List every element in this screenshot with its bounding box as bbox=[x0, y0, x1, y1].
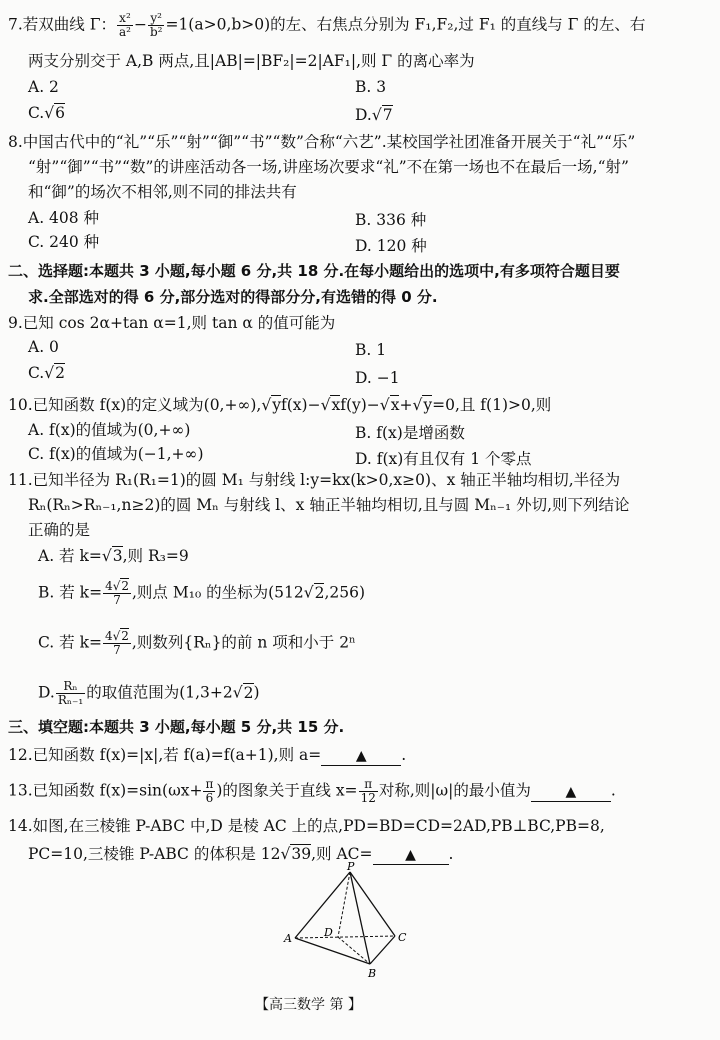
frac-pi-6: $\frac{\pi}{6}$ bbox=[205, 777, 214, 805]
q13-stem: 13.已知函数 f(x)=sin(ωx+ $\frac{\pi}{6}$ )的图象关于直线 x= $\frac{\pi}{12}$ 对称,则|ω|的最小值为 ▲ . bbox=[8, 777, 616, 805]
q10-option-d: D. f(x)有且仅有 1 个零点 bbox=[355, 450, 532, 468]
label-c: C bbox=[398, 931, 407, 944]
page-footer: 【高三数学 第 】 bbox=[255, 997, 362, 1013]
q8-line3: 和“御”的场次不相邻,则不同的排法共有 bbox=[28, 183, 297, 201]
q8-line1: 8.中国古代中的“礼”“乐”“射”“御”“书”“数”合称“六艺”.某校国学社团准备开展关于“礼”“乐” bbox=[8, 133, 636, 151]
q8-option-a: A. 408 种 bbox=[28, 209, 100, 227]
q9-option-d: D. −1 bbox=[355, 369, 400, 387]
q7-option-c: C.√6 bbox=[28, 104, 65, 122]
q14-line2: PC=10,三棱锥 P-ABC 的体积是 12√39,则 AC= ▲ . bbox=[28, 845, 454, 863]
q10-option-b: B. f(x)是增函数 bbox=[355, 424, 465, 442]
label-d: D bbox=[324, 926, 333, 939]
frac-y2-b2: $\frac{\text{y²}}{\text{b²}}$ bbox=[149, 11, 163, 39]
label-p: P bbox=[347, 862, 355, 873]
q9-stem: 9.已知 cos 2α+tan α=1,则 tan α 的值可能为 bbox=[8, 314, 336, 332]
q11-option-d: D. $\frac{\text{Rₙ}}{\text{Rₙ₋₁}}$ 的取值范围为(1,3+2√2) bbox=[38, 679, 260, 707]
frac-x2-a2: $\frac{\text{x²}}{\text{a²}}$ bbox=[118, 11, 131, 39]
q7-line1: 7.若双曲线 Γ： $\frac{\text{x²}}{\text{a²}}$ − $\frac{\text{y²}}{\text{b²}}$ =1(a>0,b>0)的左、右焦点分别为 F₁,F₂,过 F₁ 的直线与 Γ 的左、右 bbox=[8, 11, 646, 39]
section2-heading: 二、选择题:本题共 3 小题,每小题 6 分,共 18 分.在每小题给出的选项中,有多项符合题目要 bbox=[8, 262, 620, 280]
q9-option-a: A. 0 bbox=[28, 338, 59, 356]
q8-option-c: C. 240 种 bbox=[28, 233, 100, 251]
q11-option-b: B. 若 k= $\frac{4√2}{7}$ ,则点 M₁₀ 的坐标为(512√2,256) bbox=[38, 579, 366, 607]
label-a: A bbox=[284, 932, 292, 945]
q7-option-b: B. 3 bbox=[355, 78, 387, 96]
edge-ac-hidden bbox=[295, 936, 395, 938]
q14-line1: 14.如图,在三棱锥 P-ABC 中,D 是棱 AC 上的点,PD=BD=CD=2AD,PB⊥BC,PB=8, bbox=[8, 817, 605, 835]
q7-option-a: A. 2 bbox=[28, 78, 59, 96]
edge-pd-hidden bbox=[338, 872, 350, 937]
frac-rn-rn1: $\frac{\text{Rₙ}}{\text{Rₙ₋₁}}$ bbox=[57, 679, 84, 707]
q8-option-d: D. 120 种 bbox=[355, 237, 427, 255]
q11-line1: 11.已知半径为 R₁(R₁=1)的圆 M₁ 与射线 l:y=kx(k>0,x≥0)、x 轴正半轴均相切,半径为 bbox=[8, 471, 621, 489]
q11-line2: Rₙ(Rₙ>Rₙ₋₁,n≥2)的圆 Mₙ 与射线 l、x 轴正半轴均相切,且与圆 Mₙ₋₁ 外切,则下列结论 bbox=[28, 496, 630, 514]
q11-line3: 正确的是 bbox=[28, 521, 91, 539]
q12-answer-blank: ▲ bbox=[321, 746, 401, 766]
frac-pi-12: $\frac{\pi}{12}$ bbox=[360, 777, 376, 805]
pyramid-figure bbox=[280, 862, 420, 982]
label-b: B bbox=[368, 967, 377, 980]
q8-line2: “射”“御”“书”“数”的讲座活动各一场,讲座场次要求“礼”不在第一场也不在最后一场,“射” bbox=[28, 158, 629, 176]
edge-pa bbox=[295, 872, 350, 938]
q9-option-b: B. 1 bbox=[355, 341, 387, 359]
q11-option-a: A. 若 k=√3,则 R₃=9 bbox=[38, 547, 189, 565]
q14-answer-blank: ▲ bbox=[373, 845, 449, 865]
q10-option-a: A. f(x)的值域为(0,+∞) bbox=[28, 421, 191, 439]
q7-option-d: D.√7 bbox=[355, 106, 393, 124]
q8-option-b: B. 336 种 bbox=[355, 211, 427, 229]
q11-option-c: C. 若 k= $\frac{4√2}{7}$ ,则数列{Rₙ}的前 n 项和小于 2ⁿ bbox=[38, 629, 356, 657]
q12-stem: 12.已知函数 f(x)=|x|,若 f(a)=f(a+1),则 a= ▲ . bbox=[8, 746, 407, 764]
q7-line2: 两支分别交于 A,B 两点,且|AB|=|BF₂|=2|AF₁|,则 Γ 的离心率为 bbox=[28, 52, 475, 70]
q10-stem: 10.已知函数 f(x)的定义域为(0,+∞),√yf(x)−√xf(y)−√x+√y=0,且 f(1)>0,则 bbox=[8, 396, 552, 414]
frac-4sqrt2-7: $\frac{4√2}{7}$ bbox=[104, 629, 129, 657]
section2-instructions: 求.全部选对的得 6 分,部分选对的得部分分,有选错的得 0 分. bbox=[28, 288, 438, 306]
q13-answer-blank: ▲ bbox=[531, 782, 611, 802]
edge-ab bbox=[295, 938, 370, 964]
section3-heading: 三、填空题:本题共 3 小题,每小题 5 分,共 15 分. bbox=[8, 718, 345, 736]
q9-option-c: C.√2 bbox=[28, 364, 65, 382]
edge-bc bbox=[370, 936, 395, 964]
frac-4sqrt2-7: $\frac{4√2}{7}$ bbox=[105, 579, 129, 607]
q10-option-c: C. f(x)的值域为(−1,+∞) bbox=[28, 445, 204, 463]
